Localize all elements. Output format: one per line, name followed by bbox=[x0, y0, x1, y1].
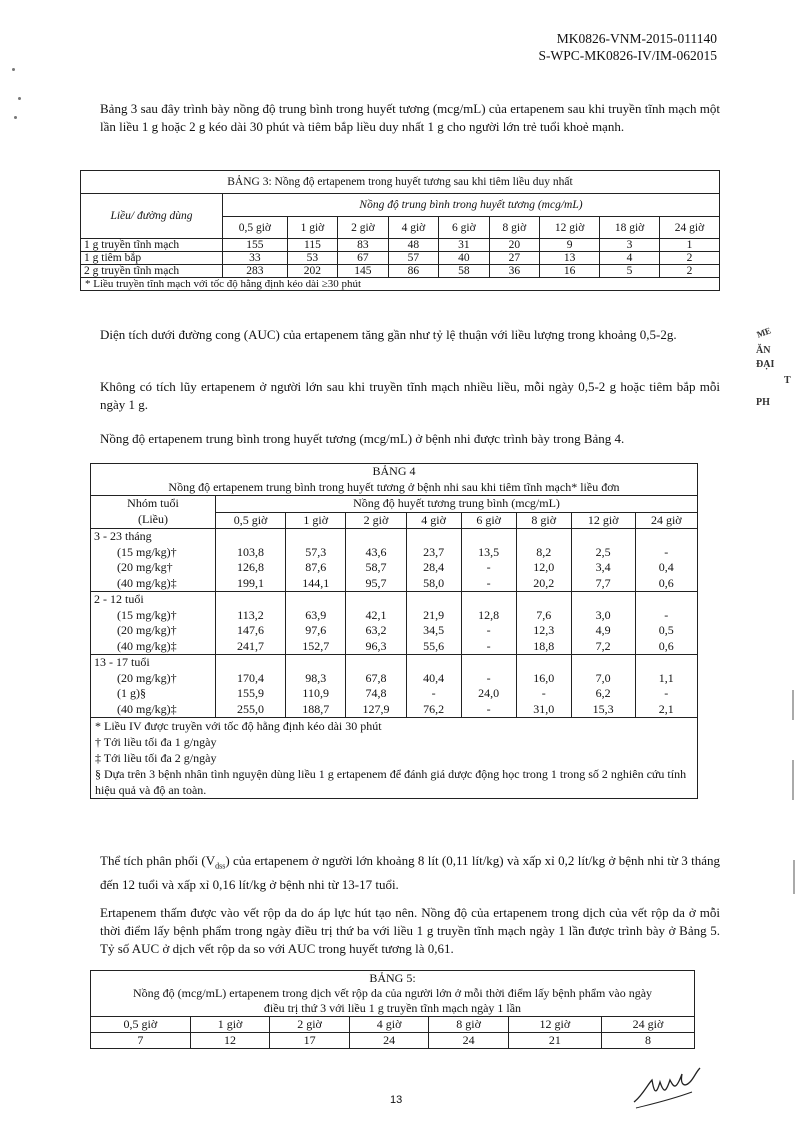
document-code-2: S-WPC-MK0826-IV/IM-062015 bbox=[538, 48, 717, 63]
table3-cell: 4 bbox=[600, 252, 660, 265]
table4-cell: 34,5 bbox=[406, 623, 461, 639]
table-row bbox=[91, 576, 698, 592]
volume-subscript: dss bbox=[215, 861, 226, 871]
table4-cell: 16,0 bbox=[516, 671, 571, 687]
volume-text-post: ) của ertapenem ở người lớn khoảng 8 lít (0,11 lít/kg) và xấp xỉ 0,2 lít/kg ở bệnh nhi từ 3 tháng đến 12 tuổi và xấp xỉ 0,16 lít/kg ở bệnh nhi từ 13-17 tuổi. bbox=[100, 853, 720, 892]
table4-time-header: 0,5 giờ bbox=[216, 512, 286, 529]
table3-cell: 86 bbox=[388, 265, 438, 278]
paragraph-auc: Diện tích dưới đường cong (AUC) của ertapenem tăng gần như tỷ lệ thuận với liều lượng trong khoảng 0,5-2g. bbox=[100, 327, 677, 342]
table4-cell: 103,8 bbox=[216, 545, 286, 561]
table5-cell: 21 bbox=[508, 1033, 601, 1049]
table3-cell: 16 bbox=[540, 265, 600, 278]
table3-cell: 202 bbox=[287, 265, 337, 278]
table4-cell: 7,6 bbox=[516, 608, 571, 624]
page-number: 13 bbox=[390, 1094, 403, 1106]
table3-cell: 48 bbox=[388, 239, 438, 252]
table4-title: BẢNG 4 bbox=[91, 464, 698, 480]
table-row bbox=[81, 265, 720, 278]
stamp-text: ME bbox=[755, 325, 773, 340]
table4-cell: 96,3 bbox=[346, 639, 406, 655]
signature-icon bbox=[630, 1062, 710, 1114]
table3-cell: 115 bbox=[287, 239, 337, 252]
table3-cell: 36 bbox=[489, 265, 539, 278]
table4-cell: 31,0 bbox=[516, 702, 571, 718]
table-row bbox=[91, 608, 698, 624]
table-row bbox=[91, 702, 698, 718]
table4-cell: 2,5 bbox=[571, 545, 635, 561]
table4-cell: 241,7 bbox=[216, 639, 286, 655]
table3-cell: 40 bbox=[439, 252, 489, 265]
table5-cell: 24 bbox=[349, 1033, 429, 1049]
table-row bbox=[91, 1033, 695, 1049]
table4-time-header: 12 giờ bbox=[571, 512, 635, 529]
stamp-text: PH bbox=[756, 397, 770, 408]
table3-title: BẢNG 3: Nồng độ ertapenem trong huyết tương sau khi tiêm liều duy nhất bbox=[81, 171, 720, 194]
table5-time-header: 4 giờ bbox=[349, 1017, 429, 1033]
paragraph-intro-table4: Nồng độ ertapenem trung bình trong huyết tương (mcg/mL) ở bệnh nhi được trình bày trong Bảng 4. bbox=[100, 431, 625, 446]
table3-group-header: Nồng độ trung bình trong huyết tương (mcg/mL) bbox=[223, 194, 720, 217]
table4-cell: 87,6 bbox=[286, 560, 346, 576]
table4-cell: 76,2 bbox=[406, 702, 461, 718]
table5-cell: 8 bbox=[601, 1033, 694, 1049]
table3-footnote: * Liều truyền tĩnh mạch với tốc độ hằng định kéo dài ≥30 phút bbox=[81, 278, 720, 291]
table4-row-label: (20 mg/kg)† bbox=[91, 671, 216, 687]
stamp-text: T bbox=[784, 375, 791, 386]
table3-cell: 155 bbox=[223, 239, 288, 252]
table3-cell: 20 bbox=[489, 239, 539, 252]
table4-cell: - bbox=[635, 545, 697, 561]
paragraph-volume-distribution bbox=[100, 852, 720, 894]
table4-cell: 188,7 bbox=[286, 702, 346, 718]
paragraph-accumulation: Không có tích lũy ertapenem ở người lớn sau khi truyền tĩnh mạch nhiều liều, mỗi ngày 0,5-2 g hoặc tiêm bắp mỗi ngày 1 g. bbox=[100, 379, 720, 412]
paragraph-intro-table3: Bảng 3 sau đây trình bày nồng độ trung bình trong huyết tương (mcg/mL) của ertapenem sau khi truyền tĩnh mạch một lần liều 1 g hoặc 2 g kéo dài 30 phút và tiêm bắp liều duy nhất 1 g cho người lớn trẻ tuổi khoẻ mạnh. bbox=[100, 101, 720, 134]
table4-cell: 23,7 bbox=[406, 545, 461, 561]
scan-speck bbox=[18, 97, 21, 100]
table4-time-header: 2 giờ bbox=[346, 512, 406, 529]
table3-cell: 13 bbox=[540, 252, 600, 265]
table4-cell: - bbox=[461, 702, 516, 718]
table3-cell: 33 bbox=[223, 252, 288, 265]
table4-dose-header: (Liều) bbox=[91, 512, 216, 529]
table4-footnotes bbox=[91, 718, 698, 799]
table3-cell: 145 bbox=[338, 265, 388, 278]
stamp-text: ĂN bbox=[756, 345, 771, 356]
table-row bbox=[91, 639, 698, 655]
table4-cell: - bbox=[635, 686, 697, 702]
table4-time-header: 24 giờ bbox=[635, 512, 697, 529]
table4-cell: 2,1 bbox=[635, 702, 697, 718]
table4-row-label: (1 g)§ bbox=[91, 686, 216, 702]
table4-cell: 110,9 bbox=[286, 686, 346, 702]
table4-cell: 170,4 bbox=[216, 671, 286, 687]
table4-cell: 113,2 bbox=[216, 608, 286, 624]
table3-time-header: 12 giờ bbox=[540, 217, 600, 239]
table4-cell: - bbox=[461, 560, 516, 576]
table4-cell: 55,6 bbox=[406, 639, 461, 655]
table4-cell: - bbox=[461, 576, 516, 592]
table4-footnote: * Liều IV được truyền với tốc độ hằng định kéo dài 30 phút bbox=[95, 719, 382, 733]
table3-time-header: 0,5 giờ bbox=[223, 217, 288, 239]
table4-cell: 0,5 bbox=[635, 623, 697, 639]
table4-cell: 74,8 bbox=[346, 686, 406, 702]
table3-cell: 27 bbox=[489, 252, 539, 265]
table3-row-label: 1 g tiêm bắp bbox=[81, 252, 223, 265]
table4-cell: 24,0 bbox=[461, 686, 516, 702]
table4-cell: 4,9 bbox=[571, 623, 635, 639]
table4-cell: - bbox=[516, 686, 571, 702]
table3-row-label: 1 g truyền tĩnh mạch bbox=[81, 239, 223, 252]
table4-cell: 0,6 bbox=[635, 639, 697, 655]
table-4 bbox=[90, 463, 698, 799]
table4-row-label: (40 mg/kg)‡ bbox=[91, 702, 216, 718]
table4-cell: 12,0 bbox=[516, 560, 571, 576]
table3-cell: 1 bbox=[660, 239, 720, 252]
table4-cell: 28,4 bbox=[406, 560, 461, 576]
table4-cell: 0,4 bbox=[635, 560, 697, 576]
table5-subtitle: Nồng độ (mcg/mL) ertapenem trong dịch vết rộp da của người lớn ở mỗi thời điểm lấy bệnh phẩm vào ngày điều trị thứ 3 với liều 1 g truyền tĩnh mạch ngày 1 lần bbox=[91, 986, 695, 1017]
table4-cell: 0,6 bbox=[635, 576, 697, 592]
table4-cell: 98,3 bbox=[286, 671, 346, 687]
table3-time-header: 2 giờ bbox=[338, 217, 388, 239]
table-row bbox=[81, 239, 720, 252]
table4-group-name: 2 - 12 tuổi bbox=[91, 592, 216, 608]
table4-cell: 95,7 bbox=[346, 576, 406, 592]
table4-cell: 255,0 bbox=[216, 702, 286, 718]
table3-cell: 67 bbox=[338, 252, 388, 265]
table4-cell: 1,1 bbox=[635, 671, 697, 687]
table-row bbox=[91, 671, 698, 687]
table4-time-header: 6 giờ bbox=[461, 512, 516, 529]
table-row bbox=[81, 252, 720, 265]
table5-time-header: 12 giờ bbox=[508, 1017, 601, 1033]
table-5 bbox=[90, 970, 695, 1049]
table4-cell: 144,1 bbox=[286, 576, 346, 592]
table4-row-label: (15 mg/kg)† bbox=[91, 608, 216, 624]
table4-time-header: 4 giờ bbox=[406, 512, 461, 529]
table-3 bbox=[80, 170, 720, 291]
scan-edge-mark bbox=[792, 690, 794, 720]
table3-time-header: 8 giờ bbox=[489, 217, 539, 239]
table4-cell: 63,2 bbox=[346, 623, 406, 639]
table5-time-header: 8 giờ bbox=[429, 1017, 509, 1033]
table4-cell: 43,6 bbox=[346, 545, 406, 561]
table-row bbox=[91, 623, 698, 639]
table5-title: BẢNG 5: bbox=[91, 971, 695, 987]
table3-cell: 9 bbox=[540, 239, 600, 252]
table4-cell: - bbox=[406, 686, 461, 702]
table3-row-label: 2 g truyền tĩnh mạch bbox=[81, 265, 223, 278]
table3-cell: 2 bbox=[660, 252, 720, 265]
paragraph-blister-fluid: Ertapenem thấm được vào vết rộp da do áp lực hút tạo nên. Nồng độ của ertapenem trong dịch của vết rộp da ở mỗi thời điểm lấy bệnh phẩm trong ngày điều trị thứ ba với liều 1 g truyền tĩnh mạch ngày 1 lần được trình bày ở Bảng 5. Tỷ số AUC ở dịch vết rộp da so với AUC trong huyết tương là 0,61. bbox=[100, 905, 720, 956]
table4-group-header: Nồng độ huyết tương trung bình (mcg/mL) bbox=[216, 496, 698, 513]
scan-speck bbox=[12, 68, 15, 71]
stamp-fragment bbox=[756, 318, 791, 414]
table4-cell: 6,2 bbox=[571, 686, 635, 702]
table4-cell: 7,0 bbox=[571, 671, 635, 687]
table4-cell: 7,7 bbox=[571, 576, 635, 592]
table4-group-name: 3 - 23 tháng bbox=[91, 529, 216, 545]
table3-cell: 57 bbox=[388, 252, 438, 265]
table3-cell: 5 bbox=[600, 265, 660, 278]
table4-cell: 155,9 bbox=[216, 686, 286, 702]
table3-time-header: 1 giờ bbox=[287, 217, 337, 239]
table4-group-name: 13 - 17 tuổi bbox=[91, 655, 216, 671]
table4-cell: 97,6 bbox=[286, 623, 346, 639]
table4-cell: 40,4 bbox=[406, 671, 461, 687]
table3-cell: 283 bbox=[223, 265, 288, 278]
table4-cell: 3,4 bbox=[571, 560, 635, 576]
table3-cell: 3 bbox=[600, 239, 660, 252]
table4-time-header: 8 giờ bbox=[516, 512, 571, 529]
table4-cell: - bbox=[635, 608, 697, 624]
table3-time-header: 4 giờ bbox=[388, 217, 438, 239]
table-row bbox=[91, 560, 698, 576]
table5-time-header: 24 giờ bbox=[601, 1017, 694, 1033]
table4-cell: 18,8 bbox=[516, 639, 571, 655]
table3-cell: 31 bbox=[439, 239, 489, 252]
table4-cell: 3,0 bbox=[571, 608, 635, 624]
table4-cell: 12,3 bbox=[516, 623, 571, 639]
table4-cell: - bbox=[461, 671, 516, 687]
scan-edge-mark bbox=[792, 760, 794, 800]
table5-cell: 12 bbox=[190, 1033, 270, 1049]
table4-cell: 127,9 bbox=[346, 702, 406, 718]
table3-time-header: 18 giờ bbox=[600, 217, 660, 239]
table4-time-header: 1 giờ bbox=[286, 512, 346, 529]
table3-cell: 2 bbox=[660, 265, 720, 278]
table4-cell: 147,6 bbox=[216, 623, 286, 639]
table4-footnote: ‡ Tới liều tối đa 2 g/ngày bbox=[95, 751, 217, 765]
table5-cell: 24 bbox=[429, 1033, 509, 1049]
table4-cell: 67,8 bbox=[346, 671, 406, 687]
table4-cell: 58,7 bbox=[346, 560, 406, 576]
document-code-1: MK0826-VNM-2015-011140 bbox=[556, 31, 717, 46]
scan-edge-mark bbox=[793, 860, 795, 894]
table4-cell: 63,9 bbox=[286, 608, 346, 624]
table4-cell: 21,9 bbox=[406, 608, 461, 624]
table5-time-header: 0,5 giờ bbox=[91, 1017, 191, 1033]
table4-row-label: (40 mg/kg)‡ bbox=[91, 639, 216, 655]
table4-age-header: Nhóm tuổi bbox=[91, 496, 216, 513]
table4-cell: 152,7 bbox=[286, 639, 346, 655]
table4-cell: 42,1 bbox=[346, 608, 406, 624]
table4-cell: 58,0 bbox=[406, 576, 461, 592]
table5-time-header: 2 giờ bbox=[270, 1017, 350, 1033]
table3-time-header: 6 giờ bbox=[439, 217, 489, 239]
table4-cell: 8,2 bbox=[516, 545, 571, 561]
table5-cell: 7 bbox=[91, 1033, 191, 1049]
table3-row-header: Liều/ đường dùng bbox=[81, 194, 223, 239]
volume-text-pre: Thể tích phân phối (V bbox=[100, 853, 216, 868]
table4-row-label: (20 mg/kg)† bbox=[91, 623, 216, 639]
table3-cell: 53 bbox=[287, 252, 337, 265]
scan-speck bbox=[14, 116, 17, 119]
table4-row-label: (40 mg/kg)‡ bbox=[91, 576, 216, 592]
table4-cell: 20,2 bbox=[516, 576, 571, 592]
stamp-text: ĐẠI bbox=[756, 359, 775, 370]
table4-footnote: † Tới liều tối đa 1 g/ngày bbox=[95, 735, 217, 749]
table4-cell: 199,1 bbox=[216, 576, 286, 592]
table-row bbox=[91, 686, 698, 702]
table4-cell: 12,8 bbox=[461, 608, 516, 624]
table4-cell: 57,3 bbox=[286, 545, 346, 561]
table4-cell: 7,2 bbox=[571, 639, 635, 655]
table4-cell: 15,3 bbox=[571, 702, 635, 718]
table4-cell: 13,5 bbox=[461, 545, 516, 561]
table4-row-label: (15 mg/kg)† bbox=[91, 545, 216, 561]
document-header bbox=[539, 30, 718, 64]
table4-cell: - bbox=[461, 639, 516, 655]
table5-cell: 17 bbox=[270, 1033, 350, 1049]
table4-cell: 126,8 bbox=[216, 560, 286, 576]
table4-subtitle: Nồng độ ertapenem trung bình trong huyết tương ở bệnh nhi sau khi tiêm tĩnh mạch* liều đơn bbox=[91, 480, 698, 496]
table4-footnote: § Dựa trên 3 bệnh nhân tình nguyện dùng liều 1 g ertapenem để đánh giá dược động học trong 1 trong số 2 nghiên cứu tính hiệu quả và độ an toàn. bbox=[95, 767, 687, 797]
table4-row-label: (20 mg/kg† bbox=[91, 560, 216, 576]
table5-time-header: 1 giờ bbox=[190, 1017, 270, 1033]
table-row bbox=[91, 545, 698, 561]
table3-cell: 58 bbox=[439, 265, 489, 278]
table3-cell: 83 bbox=[338, 239, 388, 252]
table4-cell: - bbox=[461, 623, 516, 639]
table3-time-header: 24 giờ bbox=[660, 217, 720, 239]
